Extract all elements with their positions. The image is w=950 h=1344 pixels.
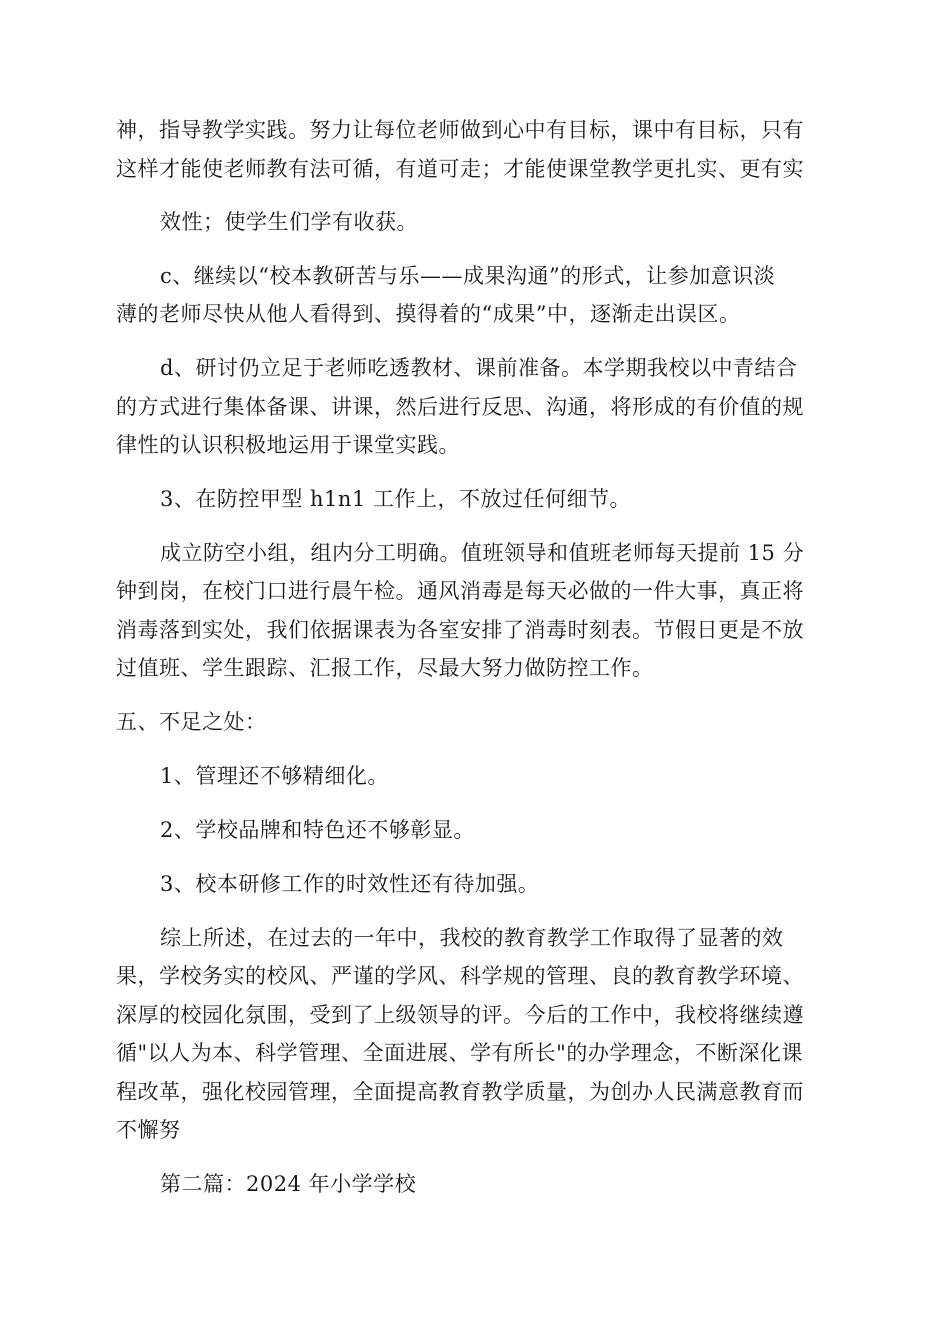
paragraph-line: 不懈努 (116, 1118, 181, 1142)
paragraph-line: 成立防空小组，组内分工明确。值班领导和值班老师每天提前 15 分 (160, 541, 805, 565)
section-heading: 五、不足之处： (116, 710, 267, 734)
paragraph-line: 律性的认识积极地运用于课堂实践。 (116, 433, 460, 457)
paragraph-line: c、继续以“校本教研苦与乐——成果沟通”的形式，让参加意识淡 (160, 264, 776, 288)
paragraph-line: 薄的老师尽快从他人看得到、摸得着的“成果”中，逐渐走出误区。 (116, 302, 741, 326)
paragraph-line: 效性；使学生们学有收获。 (160, 210, 418, 234)
paragraph-line: 神，指导教学实践。努力让每位老师做到心中有目标，课中有目标，只有 (116, 118, 804, 142)
section-title: 第二篇：2024 年小学学校 (160, 1172, 417, 1196)
paragraph-line: 钟到岗，在校门口进行晨午检。通风消毒是每天必做的一件大事，真正将 (116, 579, 804, 603)
list-item: 1、管理还不够精细化。 (160, 764, 389, 788)
paragraph-line: 这样才能使老师教有法可循，有道可走；才能使课堂教学更扎实、更有实 (116, 157, 804, 181)
paragraph-line: 过值班、学生跟踪、汇报工作，尽最大努力做防控工作。 (116, 656, 654, 680)
paragraph-line: 循"以人为本、科学管理、全面进展、学有所长"的办学理念，不断深化课 (116, 1041, 803, 1065)
list-item: 3、校本研修工作的时效性还有待加强。 (160, 872, 540, 896)
paragraph-line: d、研讨仍立足于老师吃透教材、课前准备。本学期我校以中青结合 (160, 356, 798, 380)
paragraph-line: 程改革，强化校园管理，全面提高教育教学质量，为创办人民满意教育而 (116, 1080, 804, 1104)
paragraph-line: 消毒落到实处，我们依据课表为各室安排了消毒时刻表。节假日更是不放 (116, 618, 804, 642)
paragraph-line: 综上所述，在过去的一年中，我校的教育教学工作取得了显著的效 (160, 926, 784, 950)
paragraph-line: 3、在防控甲型 h1n1 工作上，不放过任何细节。 (160, 487, 631, 511)
paragraph-line: 深厚的校园化氛围，受到了上级领导的评。今后的工作中，我校将继续遵 (116, 1003, 804, 1027)
list-item: 2、学校品牌和特色还不够彰显。 (160, 818, 475, 842)
paragraph-line: 的方式进行集体备课、讲课，然后进行反思、沟通，将形成的有价值的规 (116, 395, 804, 419)
paragraph-line: 果，学校务实的校风、严谨的学风、科学规的管理、良的教育教学环境、 (116, 964, 804, 988)
